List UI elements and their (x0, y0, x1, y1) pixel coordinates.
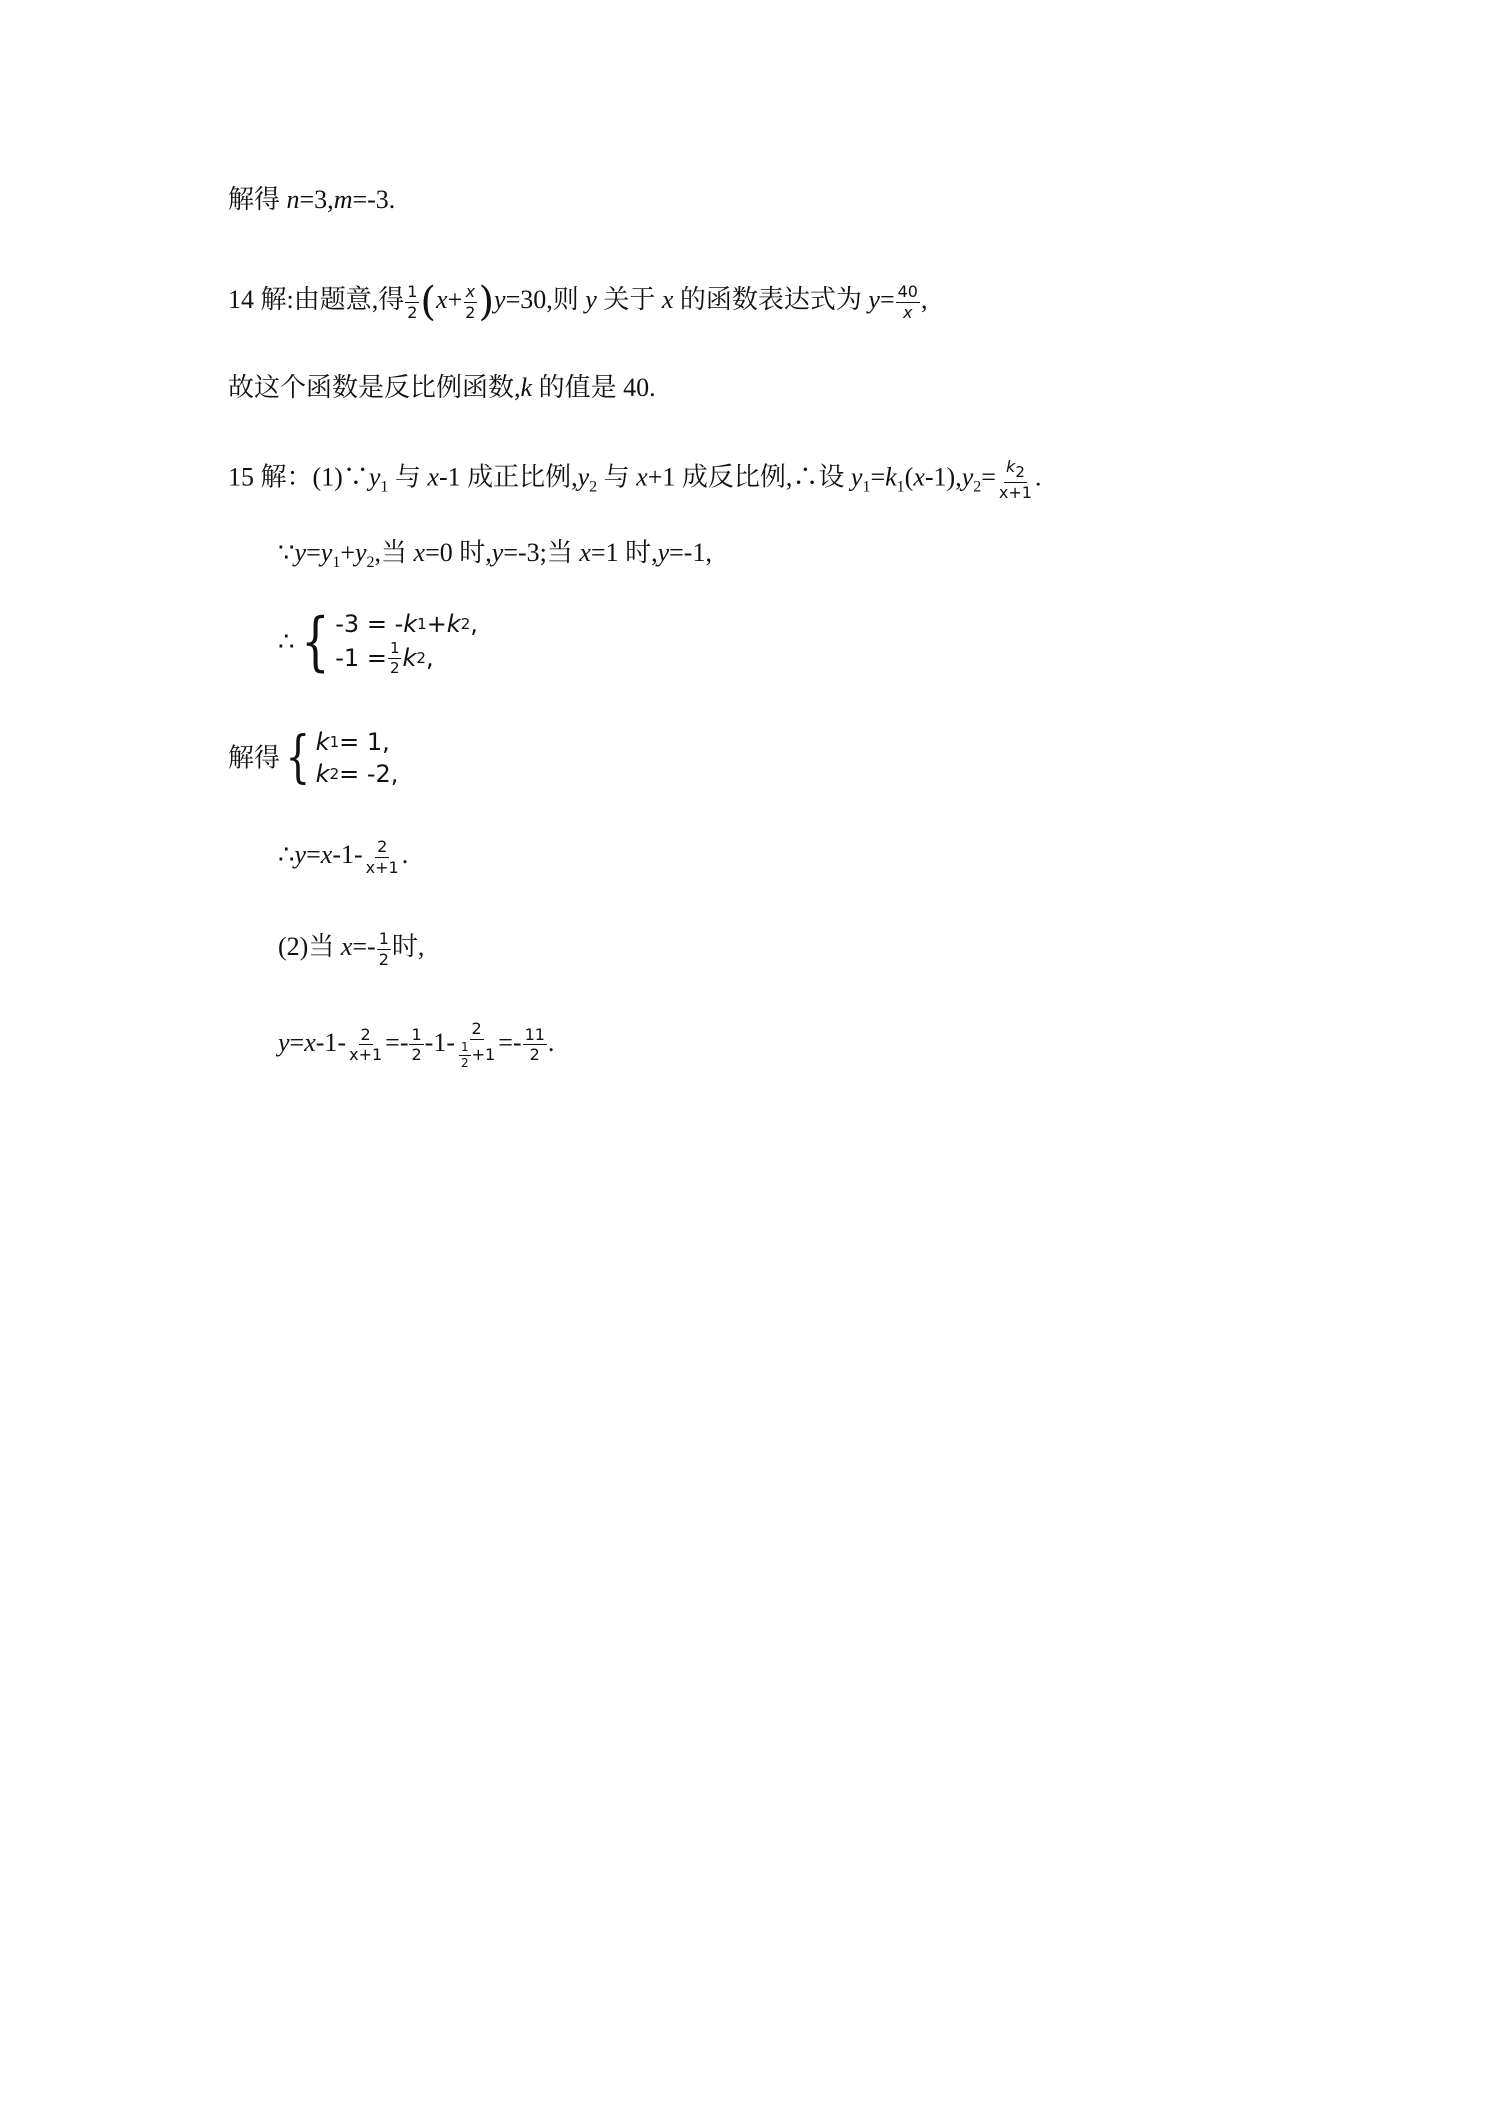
text: -1- (332, 840, 363, 870)
text: -1- (315, 1027, 347, 1057)
text: = (879, 284, 895, 314)
text: 解得 (228, 743, 281, 773)
var-m: m (333, 185, 353, 214)
var-y: y (491, 538, 504, 567)
denominator: x+1 (349, 1045, 383, 1065)
fraction-half (405, 283, 419, 321)
numerator: 1 (459, 1041, 471, 1056)
fraction-half (377, 930, 391, 968)
var-x: x (320, 840, 333, 870)
text: = (306, 538, 321, 567)
subscript: 1 (896, 478, 905, 496)
fraction-half (388, 640, 402, 676)
text: 解得 (228, 185, 287, 214)
text: 14 解:由题意,得 (228, 284, 405, 314)
numerator: 1 (411, 1024, 422, 1044)
text: 时, (391, 932, 425, 962)
fraction-k2-over-x-plus-1 (997, 458, 1034, 501)
text: 故这个函数是反比例函数, (228, 373, 521, 402)
text: =30,则 (505, 284, 586, 314)
solution-line-9 (278, 930, 424, 968)
denominator: 2 (411, 1045, 422, 1065)
fraction-2-over-half-plus-1 (456, 1020, 497, 1070)
fraction-11-over-2 (523, 1026, 547, 1064)
var-y: y (868, 284, 880, 314)
system-row-2 (316, 758, 399, 790)
equation-system-2 (228, 726, 398, 791)
question-15-line (228, 458, 1041, 501)
text: =1 时, (590, 538, 658, 567)
subscript: 1 (417, 615, 427, 634)
var-x: x (413, 538, 426, 567)
var-k: k (1006, 457, 1016, 476)
var-k: k (403, 610, 418, 638)
solution-line-5 (278, 540, 712, 571)
system-rows (316, 726, 399, 791)
var-y: y (320, 538, 333, 567)
text: 的函数表达式为 (673, 284, 869, 314)
text: + (340, 538, 355, 567)
system-row-1 (335, 608, 478, 640)
denominator: 2 (461, 1055, 469, 1070)
var-x: x (636, 462, 648, 492)
var-y: y (294, 538, 307, 567)
var-x: x (661, 284, 674, 314)
var-y: y (494, 284, 506, 314)
var-y: y (850, 462, 863, 492)
fraction-2-over-x-plus-1 (347, 1026, 384, 1064)
text: ( (904, 462, 914, 492)
therefore-symbol: ∴ (278, 627, 295, 657)
left-paren: ( (420, 279, 437, 325)
var-y: y (657, 538, 670, 567)
system-row-1 (316, 726, 399, 758)
denominator: 2 (529, 1045, 540, 1065)
var-k: k (315, 760, 330, 789)
fraction-x-over-2 (463, 283, 477, 321)
var-y: y (577, 462, 590, 492)
solution-line-8 (278, 838, 408, 876)
var-x: x (304, 1027, 316, 1057)
subscript: 2 (589, 478, 598, 496)
numerator: 1 (407, 281, 418, 301)
subscript: 1 (862, 478, 871, 496)
numerator: 2 (377, 837, 388, 856)
text: =-3. (352, 185, 396, 214)
text: = (289, 1027, 305, 1057)
var-y: y (585, 284, 597, 314)
denominator: 2 (378, 949, 389, 969)
var-k: k (446, 610, 461, 638)
var-x: x (913, 462, 925, 492)
fraction-half (459, 1041, 471, 1070)
fraction-half (409, 1026, 423, 1064)
denominator: 2 (407, 302, 418, 322)
text: . (547, 1027, 555, 1057)
left-brace: { (285, 725, 311, 791)
text: -1- (424, 1027, 455, 1057)
text: . (1034, 462, 1042, 492)
text: -3 = - (335, 610, 404, 638)
numerator: x (465, 281, 476, 301)
var-x: x (579, 538, 591, 567)
text: = 1, (339, 728, 390, 756)
denominator: 2 (389, 658, 400, 677)
text: +1 成反比例,∴设 (647, 462, 851, 492)
right-paren: ) (478, 279, 495, 325)
var-k: k (402, 644, 417, 673)
text: = (981, 462, 996, 492)
numerator: 2 (360, 1024, 371, 1044)
var-x: x (436, 284, 448, 314)
subscript: 1 (332, 554, 341, 572)
subscript: 2 (460, 615, 471, 634)
solution-line-10 (278, 1020, 554, 1070)
left-brace: { (300, 605, 330, 680)
numerator (1004, 458, 1027, 483)
text: = (870, 462, 886, 492)
numerator: 1 (378, 929, 389, 948)
numerator: 40 (897, 281, 918, 301)
because-symbol: ∵ (278, 538, 295, 567)
text: 的值是 40. (532, 373, 656, 402)
var-k: k (885, 462, 897, 492)
subscript: 2 (416, 649, 426, 668)
text: -1 = (335, 644, 387, 673)
text: , (425, 644, 434, 673)
subscript: 2 (329, 765, 340, 784)
text: -1 成正比例, (438, 462, 578, 492)
text: =3, (299, 185, 334, 214)
text: + (426, 610, 447, 638)
text: = -2, (339, 760, 399, 789)
text: -1), (924, 462, 962, 492)
denominator: x+1 (998, 482, 1032, 502)
subscript: 2 (973, 478, 982, 496)
var-y: y (278, 1027, 290, 1057)
text: =- (385, 1027, 409, 1057)
question-14-line (228, 279, 928, 325)
text: = (306, 840, 321, 870)
denominator: x (903, 302, 913, 322)
therefore-symbol: ∴ (278, 840, 295, 870)
numerator: 11 (524, 1024, 545, 1044)
text: , (920, 284, 928, 314)
var-y: y (294, 840, 307, 870)
text: , (470, 610, 478, 638)
subscript: 2 (1015, 463, 1025, 481)
text: =- (498, 1027, 522, 1057)
fraction-2-over-x-plus-1 (364, 838, 401, 876)
text: +1 (471, 1044, 496, 1064)
text: (2)当 (278, 932, 341, 962)
text: =-1, (669, 538, 712, 567)
system-row-2 (335, 640, 478, 676)
subscript: 1 (380, 478, 389, 496)
var-n: n (286, 185, 300, 214)
text: 与 (388, 462, 428, 492)
text: ,当 (374, 538, 414, 567)
text: =- (352, 932, 376, 962)
var-y: y (368, 462, 381, 492)
system-rows (335, 608, 478, 676)
var-y: y (354, 538, 367, 567)
fraction-40-over-x (896, 283, 920, 321)
numerator: 1 (389, 639, 400, 658)
question-14-conclusion (228, 375, 656, 401)
equation-system-1 (278, 605, 478, 680)
denominator (456, 1040, 497, 1070)
denominator: x+1 (365, 857, 399, 877)
var-k: k (315, 728, 330, 756)
subscript: 1 (329, 733, 340, 752)
denominator: 2 (465, 302, 476, 322)
text: 与 (597, 462, 637, 492)
solution-line-1 (228, 187, 395, 213)
text: =0 时, (425, 538, 492, 567)
subscript: 2 (366, 554, 375, 572)
var-x: x (340, 932, 353, 962)
var-y: y (961, 462, 974, 492)
var-x: x (427, 462, 439, 492)
numerator: 2 (471, 1019, 482, 1038)
text: . (401, 840, 409, 870)
text: 关于 (596, 284, 662, 314)
plus: + (447, 284, 463, 314)
text: 15 解：(1)∵ (228, 462, 369, 492)
text: =-3;当 (503, 538, 580, 567)
var-k: k (520, 373, 533, 402)
